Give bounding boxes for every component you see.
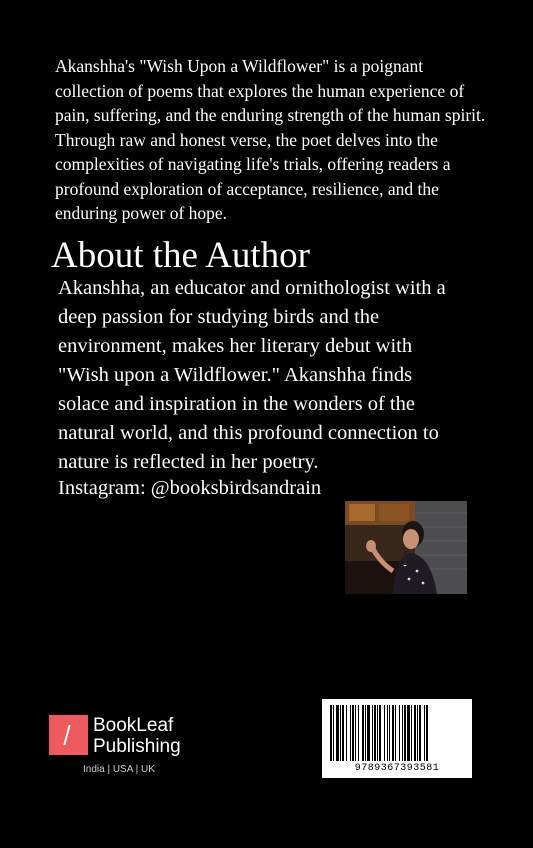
author-bio: Akanshha, an educator and ornithologist with a deep passion for studying birds and the environment, makes her literary debut with "Wish upon a Wildflower." Akanshha finds solace and inspiration in the wonders of the natural world, and this profound connection to nature is reflected in her poetry.: [58, 277, 446, 473]
author-photo: [345, 501, 467, 594]
publisher-regions: India | USA | UK: [83, 764, 155, 775]
bookleaf-slash-icon: [49, 715, 88, 755]
publisher-name-line1: BookLeaf: [93, 715, 174, 736]
isbn-number: 9789367393581: [354, 763, 440, 774]
back-cover-blurb: Akanshha's "Wish Upon a Wildflower" is a poignant collection of poems that explores the human experience of pain, suffering, and the enduring strength of the human spirit. Through raw and honest verse, the poet delves into the complexities of navigating life's trials, offering readers a profound exploration of acceptance, resilience, and the enduring power of hope.: [55, 56, 486, 223]
isbn-barcode: [322, 699, 472, 778]
about-author-heading: About the Author: [51, 235, 310, 276]
barcode-icon: [330, 705, 464, 761]
publisher-name-line2: Publishing: [93, 736, 181, 757]
author-instagram: Instagram: @booksbirdsandrain: [58, 477, 322, 499]
bookleaf-publishing-logo: [49, 715, 209, 785]
